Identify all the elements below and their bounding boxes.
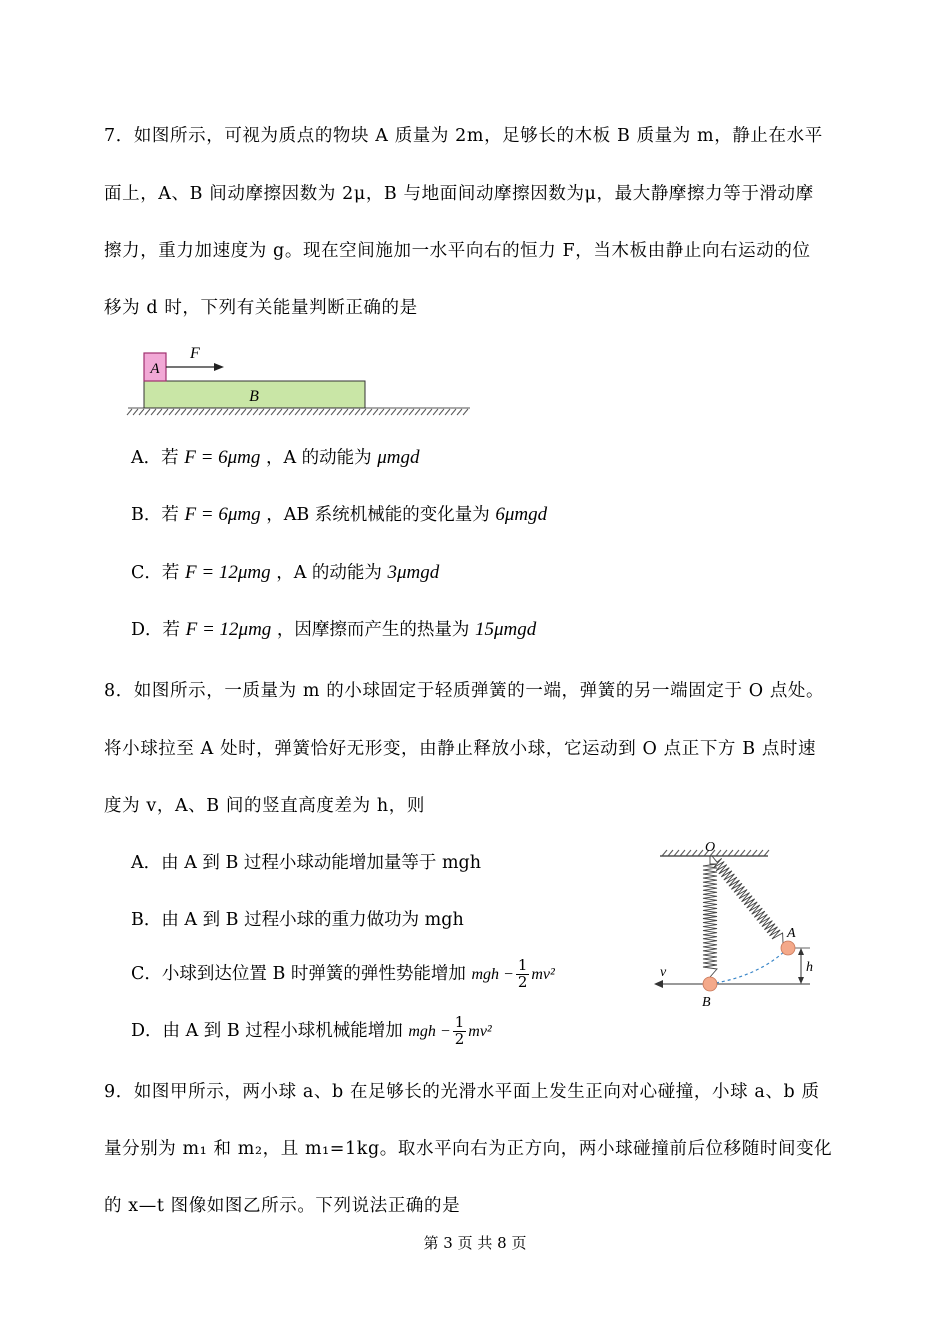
q8-line-2: 将小球拉至 A 处时，弹簧恰好无形变，由静止释放小球，它运动到 O 点正下方 B 点时速 [104,739,817,759]
force-label: F [190,345,200,362]
label-a: A [787,926,796,941]
option-text: ，A 的动能为 [265,448,372,468]
q8-line-3: 度为 v，A、B 间的竖直高度差为 h，则 [104,796,425,816]
q8-figure [648,836,820,1011]
option-math: 6μmgd [495,504,548,525]
ground-hatching [127,408,470,415]
label-v: v [660,965,667,980]
option-math: F = 6μmg [184,447,261,468]
option-label: A．若 [131,448,179,468]
option-math: mgh − [471,965,514,983]
option-math: mgh − [408,1022,451,1040]
option-text: ，AB 系统机械能的变化量为 [266,505,490,525]
ceiling-hatching [662,850,769,856]
page-footer: 第 3 页 共 8 页 [423,1234,527,1252]
q8-option-d [131,1015,492,1048]
option-text: D．由 A 到 B 过程小球机械能增加 [131,1020,403,1041]
q7-line-3: 擦力，重力加速度为 g。现在空间施加一水平向右的恒力 F，当木板由静止向右运动的位 [104,241,811,261]
q8-option-a: A．由 A 到 B 过程小球动能增加量等于 mgh [131,853,482,873]
velocity-arrowhead [654,980,663,988]
option-math: 15μmgd [474,619,537,640]
q8-line-1: 8．如图所示，一质量为 m 的小球固定于轻质弹簧的一端，弹簧的另一端固定于 O 点处。 [104,681,825,701]
fraction-numerator: 1 [454,1013,465,1031]
fraction-denominator: 2 [517,972,528,991]
q9-line-1: 9．如图甲所示，两小球 a、b 在足够长的光滑水平面上发生正向对心碰撞，小球 a、b 质 [104,1082,820,1102]
q7-option-a [131,444,420,469]
q7-figure [128,340,473,420]
trajectory-arc [710,948,788,984]
q7-line-2: 面上，A、B 间动摩擦因数为 2μ，B 与地面间动摩擦因数为μ，最大静摩擦力等于滑动摩 [104,184,814,204]
option-math: F = 6μmg [184,504,261,525]
q9-line-2: 量分别为 m₁ 和 m₂，且 m₁=1kg。取水平向右为正方向，两小球碰撞前后位移随时间变化 [104,1139,833,1159]
height-arrowhead-down [798,977,804,984]
q7-option-b [131,501,547,526]
option-text: ，因摩擦而产生的热量为 [276,620,470,640]
option-math: mv² [531,965,555,983]
option-math: mv² [468,1022,492,1040]
height-arrowhead-up [798,948,804,955]
q8-option-c [131,958,555,991]
block-a-label: A [150,361,160,377]
fraction-numerator: 1 [517,956,528,974]
ball-b [703,977,717,991]
q7-option-d [131,616,536,641]
q8-option-b: B．由 A 到 B 过程小球的重力做功为 mgh [131,910,464,930]
fraction [516,958,530,991]
force-arrowhead [214,363,224,371]
option-label: C．若 [131,563,180,583]
q7-line-1: 7．如图所示，可视为质点的物块 A 质量为 2m，足够长的木板 B 质量为 m，静止在水平 [104,126,823,146]
vertical-spring [703,856,717,977]
q7-line-4: 移为 d 时，下列有关能量判断正确的是 [104,298,418,318]
option-math: μmgd [377,447,420,468]
fraction [453,1015,467,1048]
label-h: h [806,960,813,975]
option-math: F = 12μmg [185,619,272,640]
label-o: O [705,840,716,855]
fraction-denominator: 2 [454,1029,465,1048]
option-text: C．小球到达位置 B 时弹簧的弹性势能增加 [131,963,466,984]
option-label: B．若 [131,505,179,525]
option-text: ，A 的动能为 [276,563,382,583]
ball-a [781,941,795,955]
q7-option-c [131,559,439,584]
q9-line-3: 的 x—t 图像如图乙所示。下列说法正确的是 [104,1196,461,1216]
option-label: D．若 [131,620,181,640]
label-b: B [702,995,711,1010]
option-math: 3μmgd [387,562,440,583]
board-b-label: B [249,388,259,405]
option-math: F = 12μmg [184,562,271,583]
diagonal-spring [712,856,783,943]
